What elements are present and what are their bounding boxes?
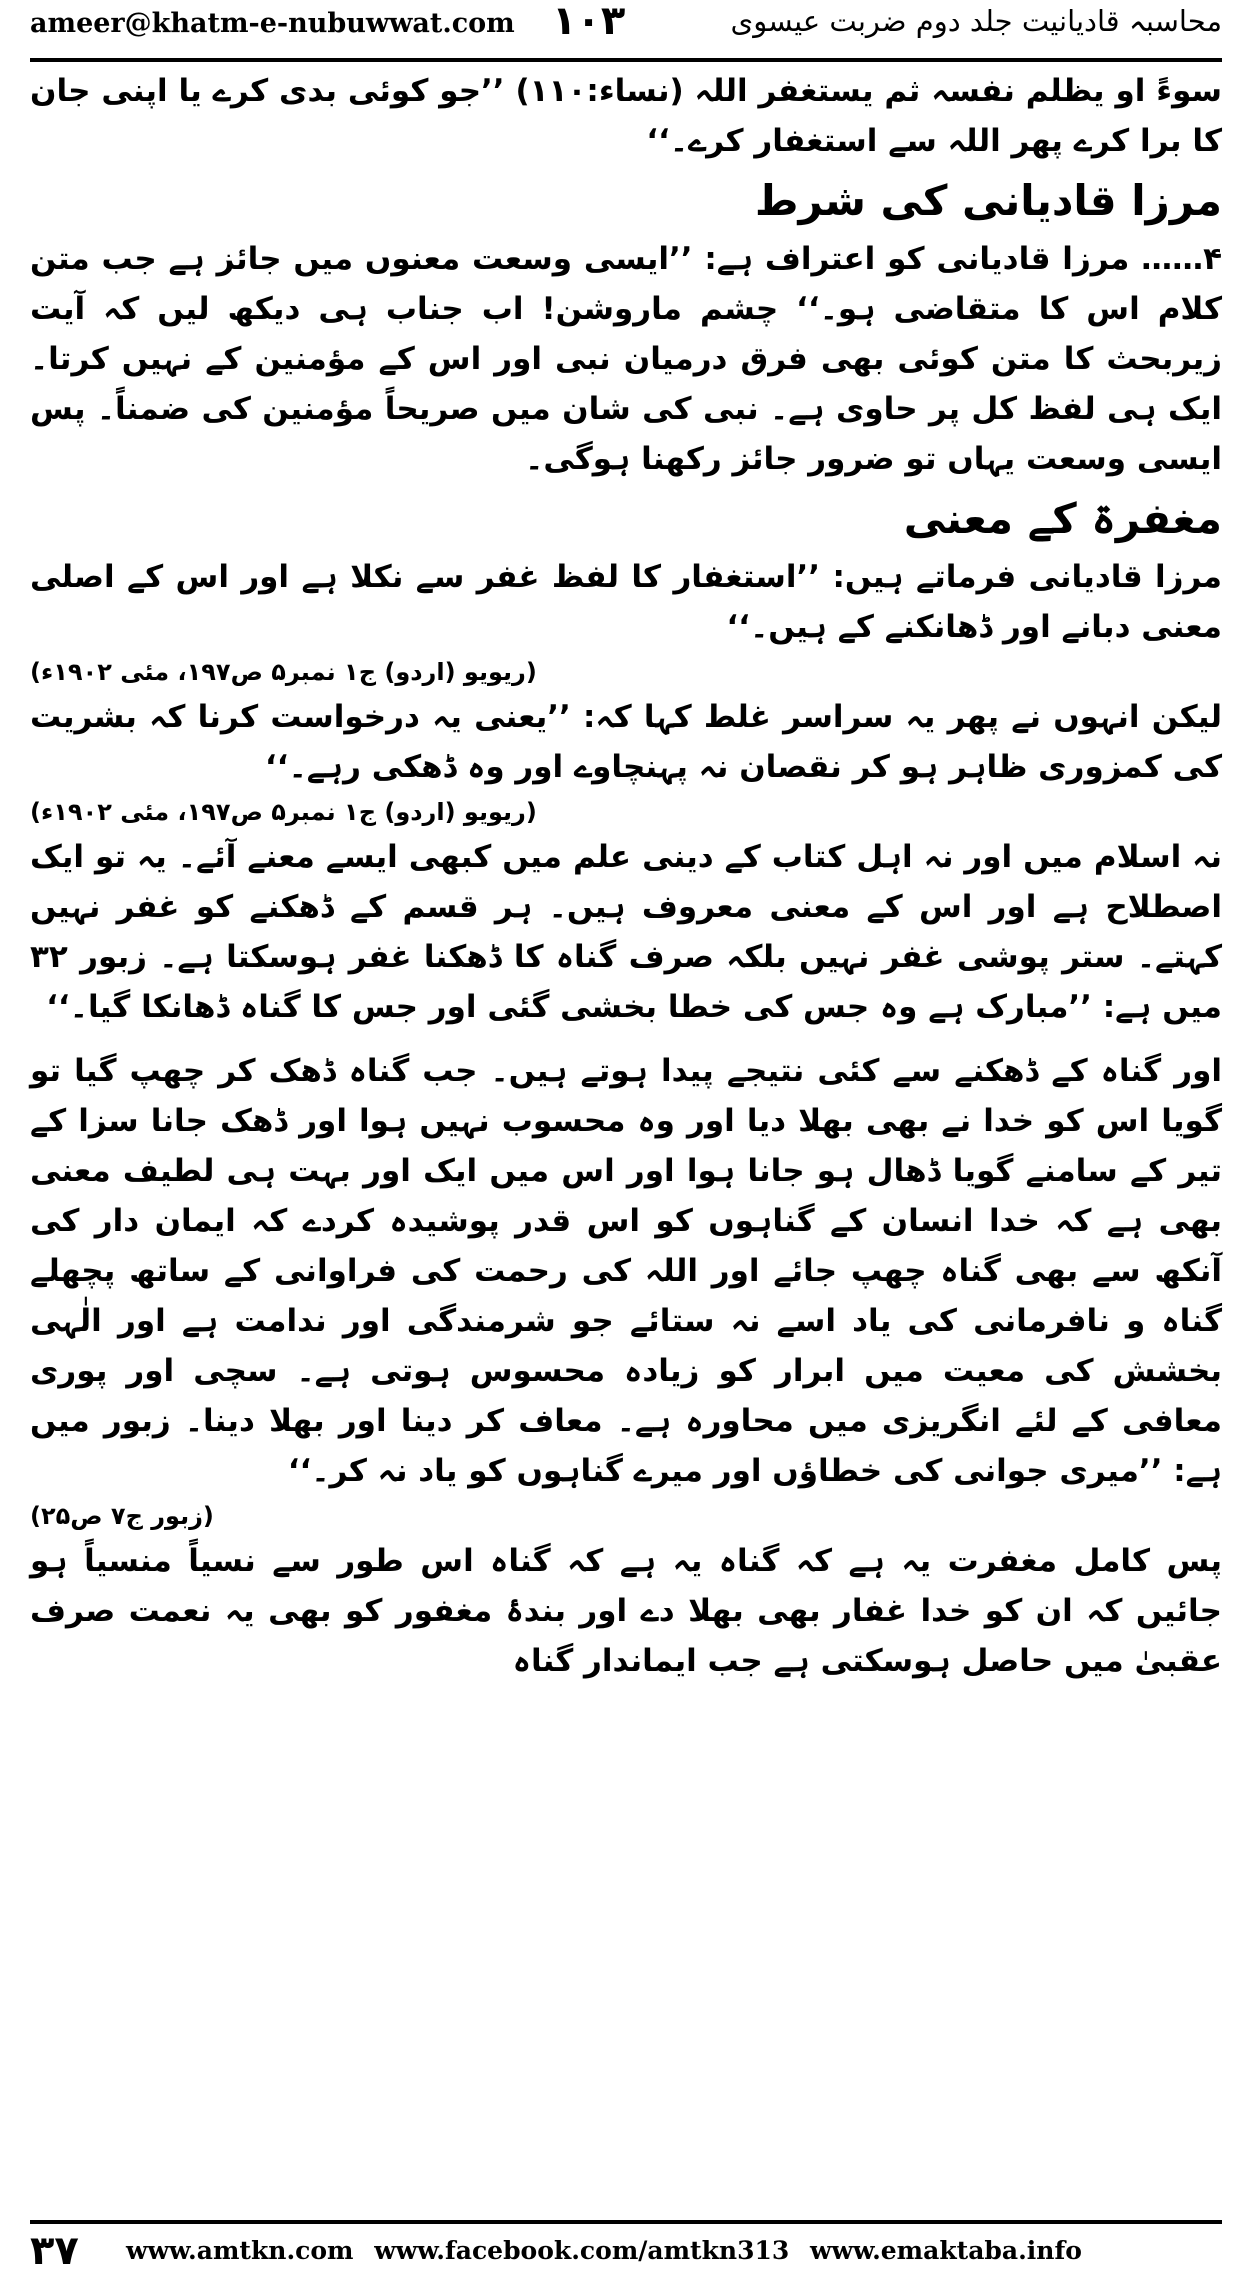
header-book-title: محاسبہ قادیانیت جلد دوم ضربت عیسوی [730, 4, 1222, 38]
header-email: ameer@khatm-e-nubuwwat.com [30, 8, 515, 39]
footer-links [126, 2236, 1094, 2265]
footer-page-number: ۳۷ [30, 2228, 79, 2274]
footer-link-amtkn[interactable]: www.amtkn.com [126, 2236, 354, 2265]
spacer [30, 1032, 1222, 1046]
page-body [30, 66, 1222, 1686]
paragraph-results-of-covering: اور گناہ کے ڈھکنے سے کئی نتیجے پیدا ہوتے ہیں۔ جب گناہ ڈھک کر چھپ گیا تو گویا اس کو خدا نے بھی بھلا دیا اور وہ محسوب نہیں ہوا اور ڈھک جانا سزا کے تیر کے سامنے گویا ڈھال ہو جانا ہوا اور اس میں ایک اور بہت ہی لطیف معنی بھی ہے کہ خدا انسان کے گناہوں کو اس قدر پوشیدہ کردے کہ ایمان دار کی آنکھ سے بھی گناہ چھپ جائے اور اللہ کی رحمت کی فراوانی کے ساتھ پچھلے گناہ و نافرمانی کی یاد اسے نہ ستائے جو شرمندگی اور ندامت ہے اور الٰہی بخشش کی معیت میں ابرار کو زیادہ محسوس ہوتی ہے۔ سچی اور پوری معافی کے لئے انگریزی میں محاورہ ہے۔ معاف کر دینا اور بھلا دینا۔ زبور میں ہے: ’’میری جوانی کی خطاؤں اور میرے گناہوں کو یاد نہ کر۔‘‘ [30, 1053, 1222, 1489]
paragraph-condition: ۴…… مرزا قادیانی کو اعتراف ہے: ’’ایسی وسعت معنوں میں جائز ہے جب متن کلام اس کا متقاضی ہو۔‘‘ چشم ماروشن! اب جناب ہی دیکھ لیں کہ آیت زیربحث کا متن کوئی بھی فرق درمیان نبی اور اس کے مؤمنین کے نہیں کرتا۔ ایک ہی لفظ کل پر حاوی ہے۔ نبی کی شان میں صریحاً مؤمنین کی ضمناً۔ پس ایسی وسعت یہاں تو ضرور جائز رکھنا ہوگی۔ [30, 241, 1222, 477]
header-page-number: ۱۰۳ [552, 0, 626, 44]
paragraph-complete-forgiveness: پس کامل مغفرت یہ ہے کہ گناہ یہ ہے کہ گناہ اس طور سے نسیاً منسیاً ہو جائیں کہ ان کو خدا غفار بھی بھلا دے اور بندۂ مغفور کو بھی یہ نعمت صرف عقبیٰ میں حاصل ہوسکتی ہے جب ایماندار گناہ [30, 1543, 1222, 1679]
footer-link-emaktaba[interactable]: www.emaktaba.info [810, 2236, 1082, 2265]
reference-zabur: (زبور ج۷ ص۲۵) [30, 1502, 214, 1530]
page-header [30, 0, 1222, 62]
section-heading-maghfirat-meaning: مغفرۃ کے معنی [903, 494, 1222, 543]
paragraph-quran-verse: سوءً او یظلم نفسہ ثم یستغفر اللہ (نساء:۱۱۰) ’’جو کوئی بدی کرے یا اپنی جان کا برا کرے پھر اللہ سے استغفار کرے۔‘‘ [30, 73, 1222, 159]
reference-review-1: (ریویو (اردو) ج۱ نمبر۵ ص۱۹۷، مئی ۱۹۰۲ء) [30, 658, 537, 686]
paragraph-islam-meaning: نہ اسلام میں اور نہ اہل کتاب کے دینی علم میں کبھی ایسے معنے آئے۔ یہ تو ایک اصطلاح ہے اور اس کے معنی معروف ہیں۔ ہر قسم کے ڈھکنے کو غفر نہیں کہتے۔ ستر پوشی غفر نہیں بلکہ صرف گناہ کا ڈھکنا غفر ہوسکتا ہے۔ زبور ۳۲ میں ہے: ’’مبارک ہے وہ جس کی خطا بخشی گئی اور جس کا گناہ ڈھانکا گیا۔‘‘ [30, 839, 1222, 1025]
reference-review-2: (ریویو (اردو) ج۱ نمبر۵ ص۱۹۷، مئی ۱۹۰۲ء) [30, 798, 537, 826]
footer-link-facebook[interactable]: www.facebook.com/amtkn313 [374, 2236, 790, 2265]
page-footer [30, 2220, 1222, 2280]
paragraph-istighfar-definition: مرزا قادیانی فرماتے ہیں: ’’استغفار کا لفظ غفر سے نکلا ہے اور اس کے اصلی معنی دبانے اور ڈھانکنے کے ہیں۔‘‘ [30, 559, 1222, 645]
paragraph-wrong-claim: لیکن انہوں نے پھر یہ سراسر غلط کہا کہ: ’’یعنی یہ درخواست کرنا کہ بشریت کی کمزوری ظاہر ہو کر نقصان نہ پہنچاوے اور وہ ڈھکی رہے۔‘‘ [30, 699, 1222, 785]
section-heading-mirza-condition: مرزا قادیانی کی شرط [754, 176, 1222, 225]
